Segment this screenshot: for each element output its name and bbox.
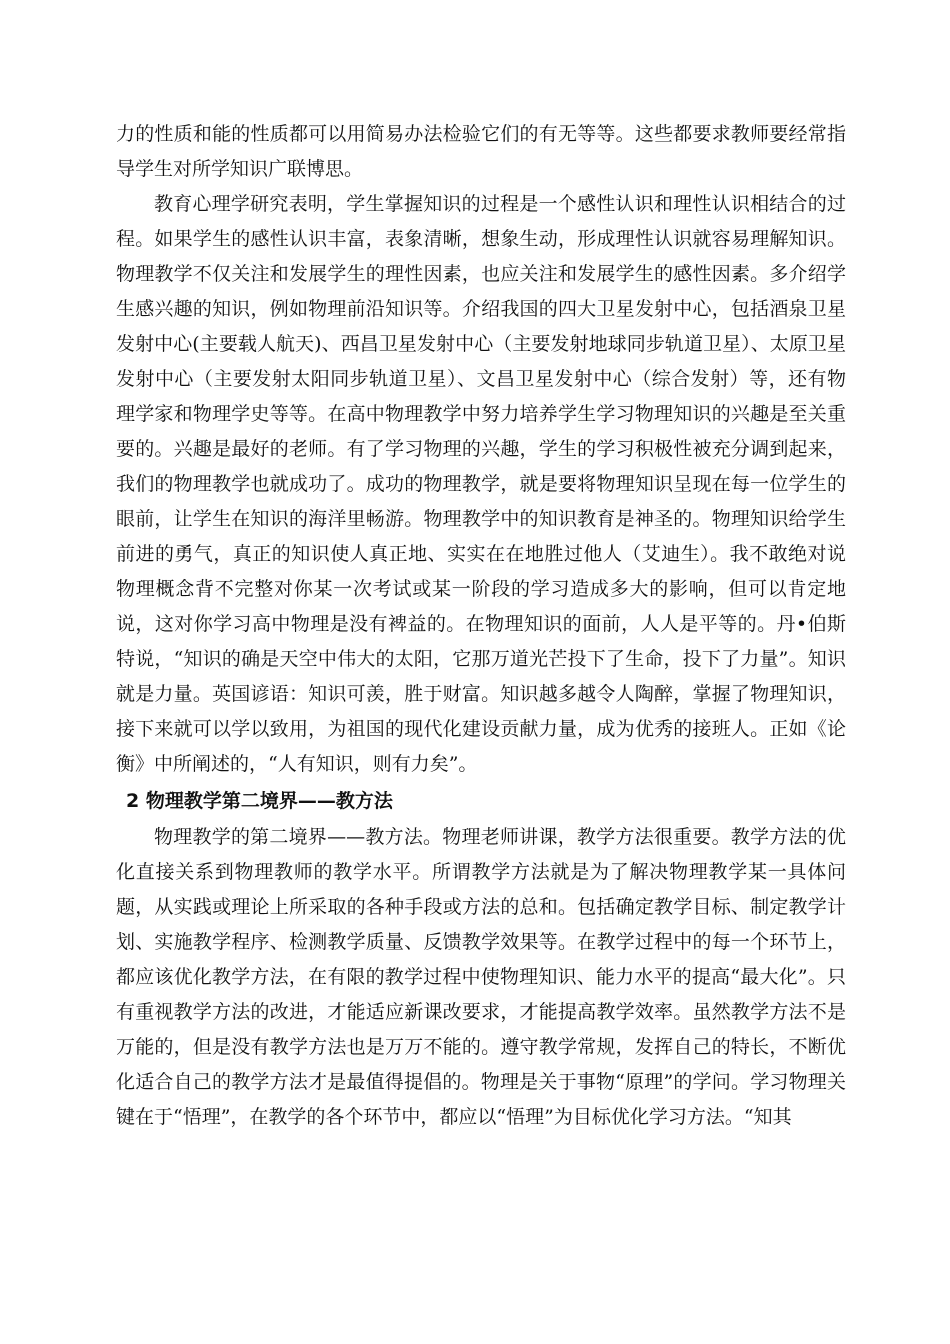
paragraph-continuation: 力的性质和能的性质都可以用简易办法检验它们的有无等等。这些都要求教师要经常指导学生对所学知识广联博思。 [116,123,846,180]
section-heading: 2 物理教学第二境界——教方法 [126,790,393,812]
paragraph-knowledge-interest: 教育心理学研究表明，学生掌握知识的过程是一个感性认识和理性认识相结合的过程。如果学生的感性认识丰富，表象清晰，想象生动，形成理性认识就容易理解知识。物理教学不仅关注和发展学生的理性因素，也应关注和发展学生的感性因素。多介绍学生感兴趣的知识，例如物理前沿知识等。介绍我国的四大卫星发射中心，包括酒泉卫星发射中心(主要载人航天)、西昌卫星发射中心（主要发射地球同步轨道卫星）、太原卫星发射中心（主要发射太阳同步轨道卫星）、文昌卫星发射中心（综合发射）等，还有物理学家和物理学史等等。在高中物理教学中努力培养学生学习物理知识的兴趣是至关重要的。兴趣是最好的老师。有了学习物理的兴趣，学生的学习积极性被充分调到起来，我们的物理教学也就成功了。成功的物理教学，就是要将物理知识呈现在每一位学生的眼前，让学生在知识的海洋里畅游。物理教学中的知识教育是神圣的。物理知识给学生前进的勇气，真正的知识使人真正地、实实在在地胜过他人（艾迪生）。我不敢绝对说物理概念背不完整对你某一次考试或某一阶段的学习造成多大的影响，但可以肯定地说，这对你学习高中物理是没有裨益的。在物理知识的面前，人人是平等的。丹•伯斯特说，“知识的确是天空中伟大的太阳，它那万道光芒投下了生命，投下了力量”。知识就是力量。英国谚语：知识可羡，胜于财富。知识越多越令人陶醉，掌握了物理知识，接下来就可以学以致用，为祖国的现代化建设贡献力量，成为优秀的接班人。正如《论衡》中所阐述的，“人有知识，则有力矣”。 [116,193,846,775]
paragraph-teaching-methods: 物理教学的第二境界——教方法。物理老师讲课，教学方法很重要。教学方法的优化直接关系到物理教师的教学水平。所谓教学方法就是为了解决物理教学某一具体问题，从实践或理论上所采取的各种手段或方法的总和。包括确定教学目标、制定教学计划、实施教学程序、检测教学质量、反馈教学效果等。在教学过程中的每一个环节上，都应该优化教学方法，在有限的教学过程中使物理知识、能力水平的提高“最大化”。只有重视教学方法的改进，才能适应新课改要求，才能提高教学效率。虽然教学方法不是万能的，但是没有教学方法也是万万不能的。遵守教学常规，发挥自己的特长，不断优化适合自己的教学方法才是最值得提倡的。物理是关于事物“原理”的学问。学习物理关键在于“悟理”，在教学的各个环节中，都应以“悟理”为目标优化学习方法。“知其 [116,826,846,1128]
document-page [116,117,846,1135]
